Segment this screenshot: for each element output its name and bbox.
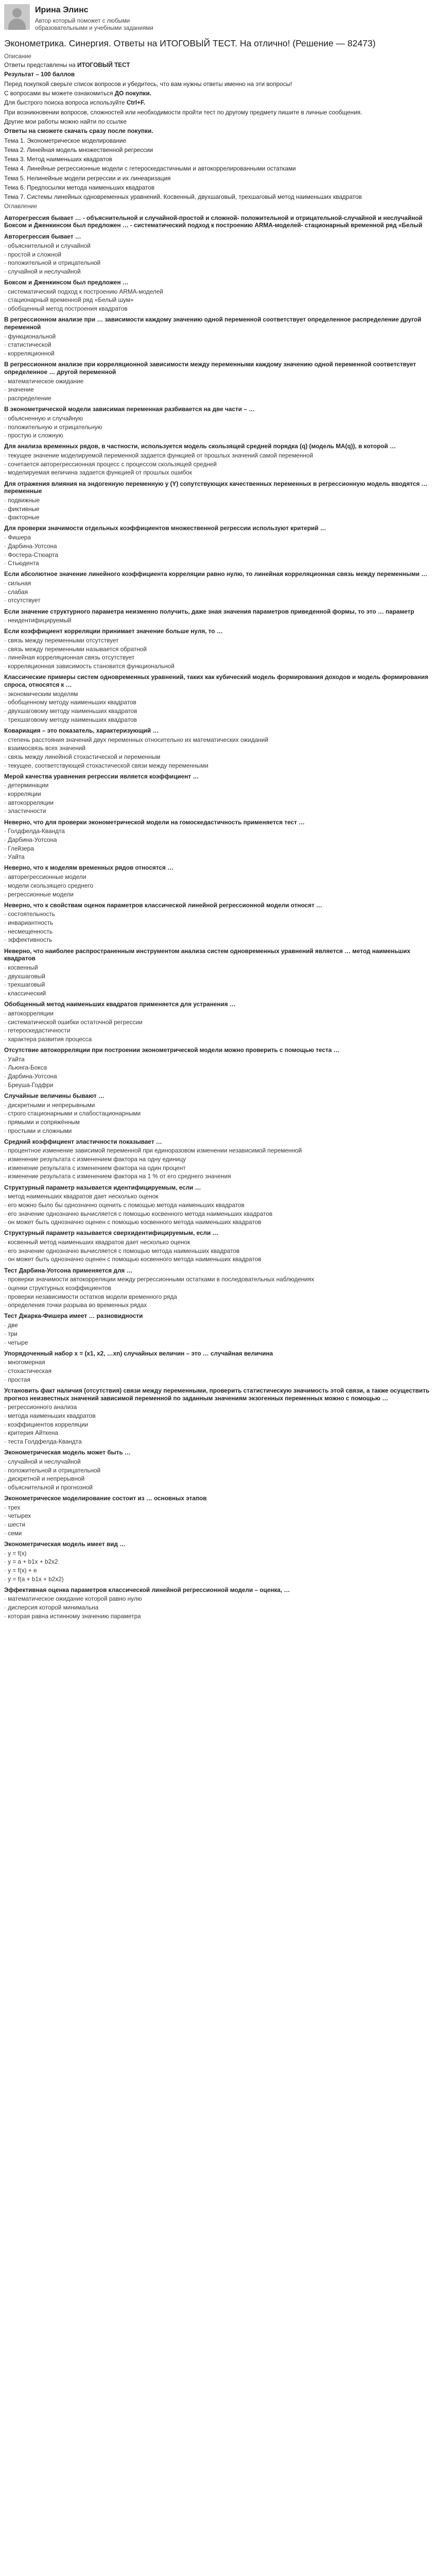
answer-option: · регрессионные модели [4, 890, 74, 898]
question-text: Авторегрессия бывает … - объяснительной и случайной-простой и сложной- положительной и отрицательной-случайной и неслучайной Боксом и Дженкинсом был предложен … - систематический подход к построению ARMA-моделей- стационарный временной ряд «Белый [4, 214, 423, 229]
answer-option: · простыми и сложными [4, 1127, 72, 1134]
answer-option: · три [4, 1330, 18, 1337]
answer-option: · дисперсия которой минимальна [4, 1604, 99, 1612]
answer-option: · простая [4, 1376, 30, 1383]
description-label: Описание [4, 53, 31, 60]
question-text: Боксом и Дженкинсом был предложен … [4, 279, 129, 286]
intro-paragraph [4, 118, 431, 126]
answer-option: · метод наименьших квадратов дает несколько оценок [4, 1193, 159, 1200]
answer-option: · двухшаговому методу наименьших квадратов [4, 707, 137, 715]
intro-text: Результат – 100 баллов [4, 71, 75, 78]
question-text: Если коэффициент корреляции принимает значение больше нуля, то … [4, 628, 223, 635]
intro-text: Ответы представлены на [4, 61, 77, 69]
answer-option: · обобщенный метод построения квадратов [4, 305, 128, 313]
answer-option: · случайной и неслучайной [4, 267, 81, 275]
intro-paragraph [4, 99, 431, 107]
topic-item: Тема 6. Предпосылки метода наименьших квадратов [4, 184, 155, 192]
answer-option: · изменение результата с изменением фактора на одну единицу [4, 1156, 186, 1163]
question-text: Если абсолютное значение линейного коэффициента корреляции равно нулю, то линейная корреляционная связь между переменными … [4, 570, 428, 578]
question-text: Упорядоченный набор x = (x1, x2, …xn) случайных величин – это … случайная величина [4, 1349, 273, 1357]
question-text: Эконометрическое моделирование состоит из … основных этапов [4, 1495, 207, 1502]
avatar [4, 4, 30, 30]
question-text: Неверно, что к моделям временных рядов относятся … [4, 864, 173, 872]
answer-option: · систематический подход к построению ARMA-моделей [4, 287, 163, 295]
question-text: Эффективная оценка параметров классической линейной регрессионной модели – оценка, … [4, 1586, 290, 1594]
intro-bold-text: ДО покупки. [114, 89, 151, 97]
answer-option: · степень расстояния значений двух переменных относительно их математических ожиданий [4, 736, 269, 743]
question-text: Структурный параметр называется сверхидентифицируемым, если … [4, 1229, 219, 1237]
question-text: Классические примеры систем одновременных уравнений, таких как кубический модель формирования доходов и модель формирования спроса, относятся к … [4, 673, 428, 689]
answer-option: · Фостера-Стюарта [4, 551, 58, 558]
answer-option: · косвенный метод наименьших квадратов дает несколько оценок [4, 1239, 190, 1246]
answer-option: · положительной и отрицательной [4, 259, 101, 267]
question-text: Тест Дарбина-Уотсона применяется для … [4, 1266, 133, 1274]
topic-item: Тема 2. Линейная модель множественной регрессии [4, 146, 153, 154]
author-info [35, 4, 153, 32]
answer-option: · критерия Айткена [4, 1429, 58, 1437]
answer-option: · четыре [4, 1338, 28, 1346]
question-text: В эконометрической модели зависимая переменная разбивается на две части – … [4, 405, 255, 413]
answer-option: · многомерная [4, 1359, 45, 1366]
answer-option: · модели скользящего среднего [4, 882, 94, 889]
answer-option: · факторные [4, 514, 40, 521]
answer-option: · косвенный [4, 964, 38, 971]
topic-item: Тема 5. Нелинейные модели регрессии и их линеаризация [4, 174, 171, 182]
answer-option: · его значение однозначно вычисляется с помощью метода наименьших квадратов [4, 1247, 240, 1255]
author-name[interactable]: Ирина Элинс [35, 6, 89, 14]
answer-option: · функциональной [4, 332, 56, 340]
document-title: Эконометрика. Синергия. Ответы на ИТОГОВЫЙ ТЕСТ. На отлично! (Решение — 82473) [4, 38, 376, 48]
answer-option: · объясненную и случайную [4, 414, 83, 422]
answer-option: · взаимосвязь всех значений [4, 744, 85, 752]
answer-option: · слабая [4, 588, 28, 596]
answer-option: · сочетается авторегрессионная процесс с процессом скользящей средней [4, 460, 217, 468]
avatar-head-shape [12, 8, 22, 18]
answer-option: · проверки значимости автокорреляции между регрессионными остатками в последовательных наблюдениях [4, 1276, 315, 1283]
answer-option: · две [4, 1321, 18, 1329]
answer-option: · Уайта [4, 1055, 25, 1063]
question-text: Ковариация – это показатель, характеризующий … [4, 726, 159, 734]
answer-option: · автокорреляции [4, 799, 54, 806]
answer-option: · математическое ожидание [4, 377, 84, 385]
intro-bold-text: Ctrl+F. [126, 99, 146, 107]
question-text: Неверно, что к свойствам оценок параметров классической линейной регрессионной модели относят … [4, 901, 322, 909]
answer-option: · y = f(x) [4, 1549, 27, 1557]
answer-option: · изменение результата с изменением фактора на 1 % от его среднего значения [4, 1173, 231, 1180]
questions-list [4, 214, 431, 1620]
answer-option: · y = f(a + b1x + b2x2) [4, 1575, 64, 1583]
answer-option: · положительной и отрицательной [4, 1466, 101, 1474]
question-text: Эконометрическая модель может быть … [4, 1449, 131, 1456]
answer-option: · Голдфелда-Квандта [4, 827, 65, 835]
intro-text: С вопросами вы можете ознакомиться [4, 89, 115, 97]
topic-item: Тема 1. Эконометрическое моделирование [4, 137, 127, 144]
question-text: Случайные величины бывают … [4, 1092, 104, 1099]
answer-option: · автокорреляции [4, 1009, 54, 1017]
answer-option: · семи [4, 1529, 22, 1537]
answer-option: · Дарбина-Уотсона [4, 542, 57, 550]
answer-option: · характера развития процесса [4, 1035, 92, 1043]
author-header [4, 4, 431, 32]
question-text: Обобщенный метод наименьших квадратов применяется для устранения … [4, 1001, 236, 1008]
topic-item: Тема 7. Системы линейных одновременных уравнений. Косвенный, двухшаговый, трехшаговый метод наименьших квадратов [4, 193, 362, 201]
answer-option: · Льюнга-Бокса [4, 1064, 47, 1072]
question-text: Средний коэффициент эластичности показывает … [4, 1138, 162, 1145]
answer-option: · процентное изменение зависимой переменной при единоразовом изменении независимой переменной [4, 1147, 302, 1155]
answer-option: · подвижные [4, 497, 40, 504]
answer-option: · авторегрессионные модели [4, 873, 86, 881]
question-text: Неверно, что для проверки эконометрической модели на гомоскедастичность применяется тест … [4, 818, 305, 826]
answer-option: · инвариантность [4, 919, 54, 927]
answer-option: · регрессионного анализа [4, 1403, 77, 1411]
question-text: Неверно, что наиболее распространенным инструментом анализа систем одновременных уравнений является … метод наименьших квадратов [4, 947, 411, 962]
answer-option: · корреляции [4, 790, 41, 798]
answer-option: · Глейзера [4, 844, 34, 852]
answer-option: · он может быть однозначно оценен с помощью косвенного метода наименьших квадратов [4, 1218, 261, 1226]
answer-option: · изменение результата с изменением фактора на один процент [4, 1164, 186, 1172]
answer-option: · оценки структурных коэффициентов [4, 1284, 111, 1292]
answer-option: · фиктивные [4, 505, 40, 513]
answer-option: · связь между переменными отсутствует [4, 637, 119, 645]
answer-option: · Дарбина-Уотсона [4, 1073, 57, 1080]
intro-paragraph [4, 80, 431, 88]
answer-option: · моделируемая величина задается функцией от прошлых ошибок [4, 469, 193, 477]
answer-option: · корреляционная зависимость становится функциональной [4, 663, 175, 670]
answer-option: · коэффициентов корреляции [4, 1420, 89, 1428]
answer-option: · Дарбина-Уотсона [4, 836, 57, 843]
avatar-torso-shape [8, 19, 26, 30]
answer-option: · Уайта [4, 853, 25, 861]
answer-option: · y = f(x) + e [4, 1566, 37, 1574]
answer-option: · трех [4, 1503, 21, 1511]
answer-option: · эффективность [4, 936, 53, 944]
answer-option: · прямыми и сопряжённым [4, 1118, 80, 1126]
answer-option: · обобщенному методу наименьших квадратов [4, 699, 136, 706]
answer-option: · корреляционной [4, 350, 55, 358]
answer-option: · стохастическая [4, 1367, 51, 1375]
intro-block [4, 61, 431, 126]
answer-option: · значение [4, 386, 34, 394]
answer-option: · несмещенность [4, 927, 53, 935]
answer-option: · его можно было бы однозначно оценить с помощью метода наименьших квадратов [4, 1201, 245, 1209]
answer-option: · простой и сложной [4, 250, 62, 258]
intro-text: Для быстрого поиска вопроса используйте [4, 99, 127, 107]
answer-option: · Бреуша-Годфри [4, 1081, 54, 1089]
answer-option: · y = a + b1x + b2x2 [4, 1558, 58, 1566]
answer-option: · теста Голдфелда-Квандта [4, 1437, 82, 1445]
answer-option: · эластичности [4, 807, 46, 815]
answer-option: · связь между переменными называется обратной [4, 645, 147, 653]
answer-option: · его значение однозначно вычисляется с помощью косвенного метода наименьших квадратов [4, 1210, 273, 1217]
question-text: Для анализа временных рядов, в частности, используется модель скользящей средней порядка (q) (модель MA(q)), в которой … [4, 443, 396, 450]
answer-option: · проверки независимости остатков модели временного ряда [4, 1293, 177, 1300]
question-text: Если значение структурного параметра неизменно получить, даже зная значения параметров приведенной формы, то это … параметр [4, 607, 414, 615]
answer-option: · систематической ошибки остаточной регрессии [4, 1018, 143, 1026]
answer-option: · дискретной и непрерывной [4, 1475, 85, 1483]
answer-option: · простую и сложную [4, 432, 63, 439]
question-text: Структурный параметр называется идентифицируемым, если … [4, 1183, 201, 1191]
question-text: Эконометрическая модель имеет вид … [4, 1540, 126, 1548]
intro-text: Перед покупкой сверьте список вопросов и убедитесь, что вам нужны ответы именно на эти вопросы! [4, 80, 292, 88]
answer-option: · которая равна истинному значению параметра [4, 1612, 141, 1620]
answer-option: · метода наименьших квадратов [4, 1412, 96, 1420]
question-text: В регрессионном анализе при корреляционной зависимости между переменными каждому значению одной переменной соответствует определенное … другой переменной [4, 361, 416, 376]
answer-option: · Стьюдента [4, 560, 39, 567]
answer-option: · классический [4, 989, 46, 997]
answer-option: · математическое ожидание которой равно нулю [4, 1595, 142, 1603]
question-text: Авторегрессия бывает … [4, 233, 81, 241]
answer-option: · положительную и отрицательную [4, 423, 102, 431]
answer-option: · линейная корреляционная связь отсутствует [4, 654, 135, 662]
intro-paragraph [4, 61, 431, 69]
answer-option: · неидентифицируемый [4, 617, 72, 624]
answer-option: · шести [4, 1521, 26, 1529]
answer-option: · трехшаговый [4, 981, 45, 989]
answer-option: · текущее значение моделируемой переменной задается функцией от прошлых значений самой переменной [4, 452, 313, 460]
intro-text: При возникновении вопросов, сложностей или необходимости пройти тест по другому предмету пишите в личные сообщения. [4, 108, 362, 116]
author-description: Автор который поможет с любыми образовательными и учебными заданиями [35, 18, 153, 32]
topics-list [4, 137, 431, 201]
question-text: Отсутствие автокорреляции при построении эконометрической модели можно проверить с помощью теста … [4, 1046, 340, 1054]
answer-option: · двухшаговый [4, 972, 45, 980]
answer-option: · сильная [4, 580, 31, 587]
answer-option: · четырех [4, 1512, 31, 1520]
topic-item: Тема 4. Линейные регрессионные модели с гетероскедастичными и автокоррелированными остатками [4, 165, 296, 173]
intro-text: Другие мои работы можно найти по ссылке [4, 117, 127, 125]
outline-label: Оглавление [4, 203, 38, 210]
question-text: Тест Джарка-Фишера имеет … разновидности [4, 1312, 143, 1320]
answer-option: · экономическим моделям [4, 690, 78, 698]
answer-option: · распределение [4, 394, 51, 402]
question-text: В регрессионном анализе при … зависимости каждому значению одной переменной соответствует определенное распределение другой переменной [4, 316, 422, 331]
answer-option: · объяснительной и прогнозной [4, 1483, 93, 1491]
answer-option: · он может быть однозначно оценен с помощью косвенного метода наименьших квадратов [4, 1256, 261, 1263]
answer-option: · статистической [4, 341, 51, 349]
answer-option: · состоятельность [4, 910, 55, 918]
answer-option: · детерминации [4, 782, 49, 789]
answer-option: · текущее, соответствующей стохастической связи между переменными [4, 761, 208, 769]
intro-paragraph [4, 90, 431, 97]
question-text: Для отражения влияния на эндогенную переменную y (Y) сопутствующих качественных переменных в регрессионную модель вводятся … переменные [4, 480, 428, 495]
answer-option: · дискретными и непрерывными [4, 1101, 95, 1109]
answer-option: · определения точки разрыва во временных рядах [4, 1301, 147, 1309]
answer-option: · объяснительной и случайной [4, 242, 91, 249]
question-text: Для проверки значимости отдельных коэффициентов множественной регрессии используют критерий … [4, 524, 326, 532]
answer-option: · трехшаговому методу наименьших квадратов [4, 716, 137, 723]
answer-option: · отсутствует [4, 597, 41, 604]
topic-item: Тема 3. Метод наименьших квадратов [4, 156, 112, 163]
answer-option: · случайной и неслучайной [4, 1458, 81, 1465]
after-purchase-note: Ответы на сможете скачать сразу после покупки. [4, 127, 153, 135]
intro-bold-text: ИТОГОВЫЙ ТЕСТ [77, 61, 130, 69]
question-text: Мерой качества уравнения регрессии является коэффициент … [4, 772, 199, 780]
answer-option: · стационарный временной ряд «Белый шум» [4, 296, 134, 304]
intro-paragraph [4, 71, 431, 78]
answer-option: · гетероскедастичности [4, 1027, 71, 1035]
intro-paragraph [4, 109, 431, 116]
answer-option: · Фишера [4, 534, 31, 541]
answer-option: · строго стационарными и слабостационарными [4, 1110, 141, 1117]
answer-option: · связь между линейной стохастической и переменным [4, 753, 161, 760]
question-text: Установить факт наличия (отсутствия) связи между переменными, проверить статистическую значимость этой связи, а также осуществить прогноз неизвестных значений зависимой переменной по заданным значениям экзогенных переменных можно с помощью … [4, 1386, 430, 1402]
